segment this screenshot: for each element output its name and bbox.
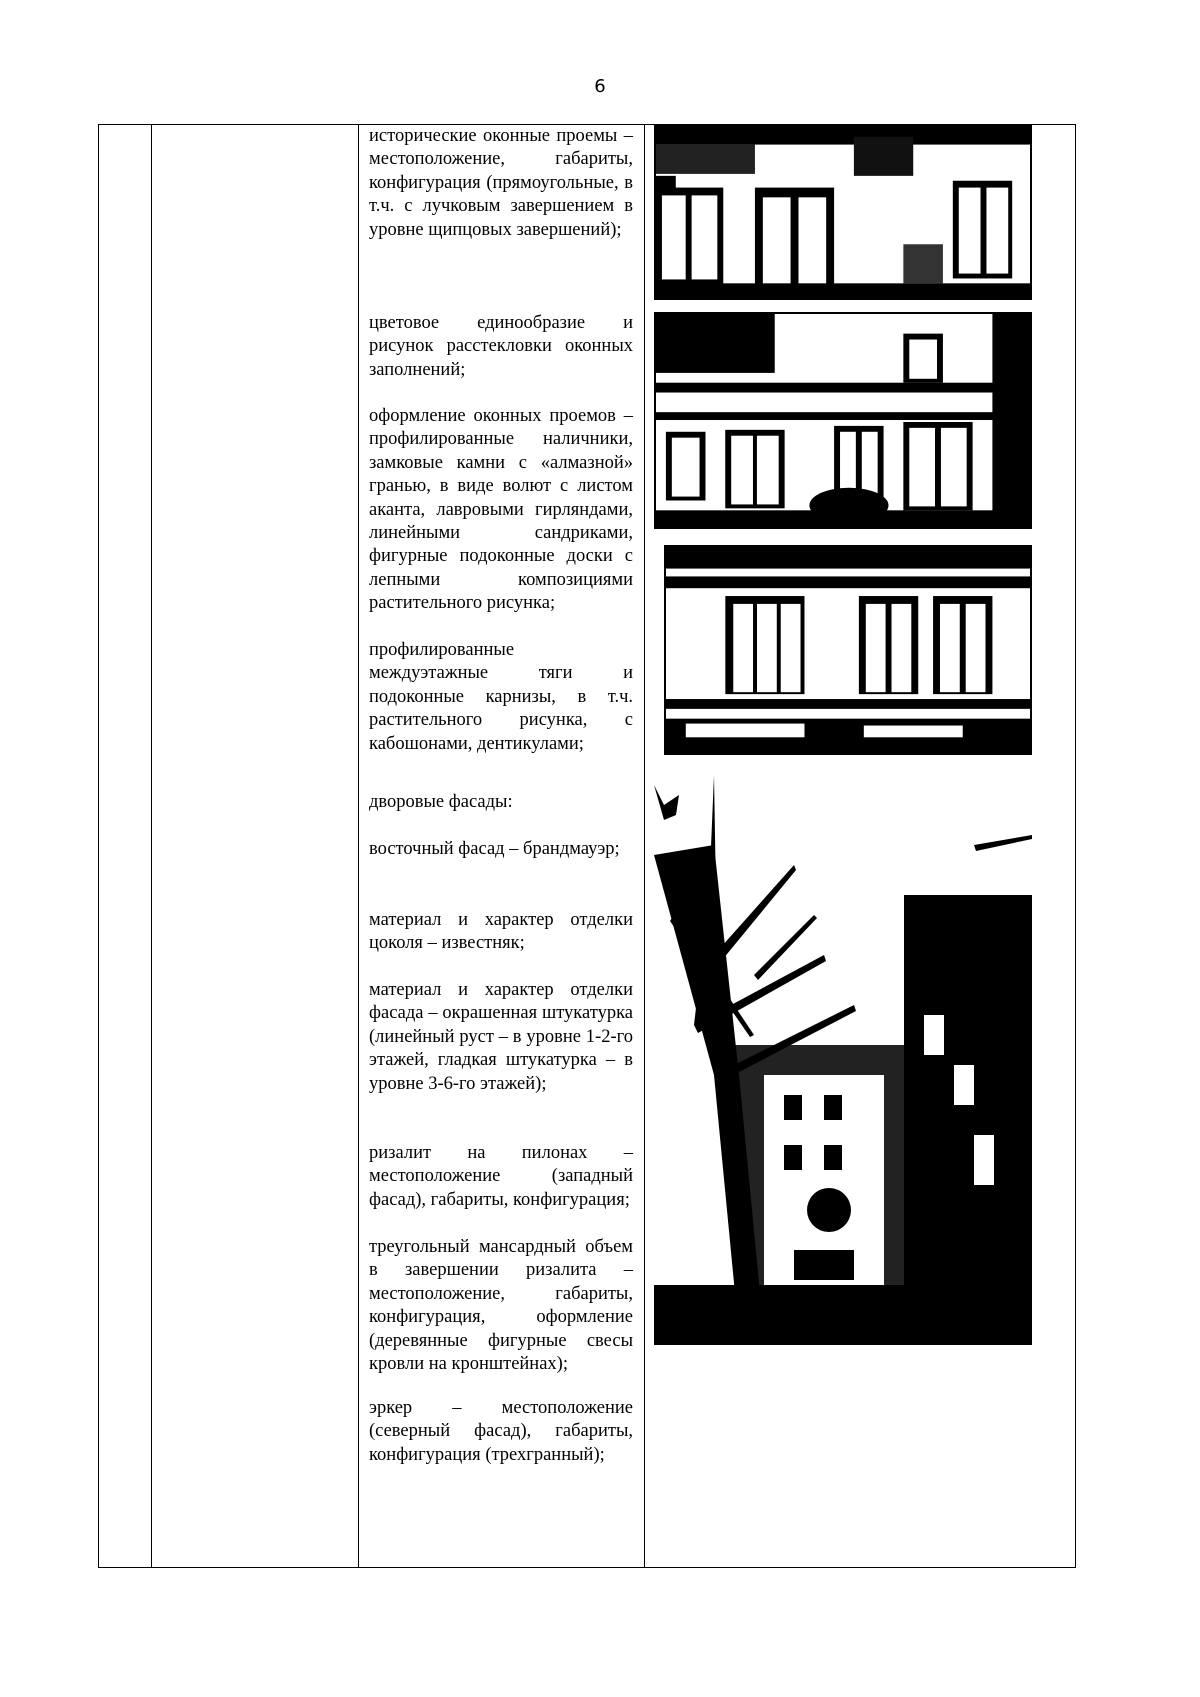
paragraph-east-facade: восточный фасад – брандмауэр; <box>369 839 620 859</box>
paragraph-window-decor: оформление оконных проемов – профилированные наличники, замковые камни с «алмазной» гранью, в виде волют с листом аканта, лавровыми гирляндами, линейными сандриками, фигурные подоконные доски с лепными композициями растительного рисунка; <box>369 406 633 614</box>
column-divider <box>358 125 359 1567</box>
photo-cornices <box>664 545 1032 755</box>
photo-window-decor <box>654 312 1032 529</box>
column-divider <box>151 125 152 1567</box>
page-number: 6 <box>594 76 606 97</box>
paragraph-risalit: ризалит на пилонах – местоположение (западный фасад), габариты, конфигурация; <box>369 1143 633 1210</box>
paragraph-cornices: профилированные междуэтажные тяги и подоконные карнизы, в т.ч. растительного рисунка, с кабошонами, дентикулами; <box>369 640 633 754</box>
paragraph-facade-finish: материал и характер отделки фасада – окрашенная штукатурка (линейный руст – в уровне 1-2-го этажей, гладкая штукатурка – в уровне 3-6-го этажей); <box>369 980 633 1094</box>
document-table <box>98 124 1076 1568</box>
paragraph-windows: исторические оконные проемы – местоположение, габариты, конфигурация (прямоугольные, в т.ч. с лучковым завершением в уровне щипцовых завершений); <box>369 126 633 240</box>
paragraph-plinth: материал и характер отделки цоколя – известняк; <box>369 910 633 954</box>
paragraph-bay-window: эркер – местоположение (северный фасад), габариты, конфигурация (трехгранный); <box>369 1398 633 1465</box>
photo-courtyard-facade <box>654 775 1032 1345</box>
paragraph-glazing: цветовое единообразие и рисунок расстекловки оконных заполнений; <box>369 313 633 380</box>
photo-historic-windows <box>654 125 1032 300</box>
column-divider <box>644 125 645 1567</box>
paragraph-courtyard-heading: дворовые фасады: <box>369 792 513 812</box>
paragraph-mansard: треугольный мансардный объем в завершении ризалита – местоположение, габариты, конфигурация, оформление (деревянные фигурные свесы кровли на кронштейнах); <box>369 1237 633 1375</box>
